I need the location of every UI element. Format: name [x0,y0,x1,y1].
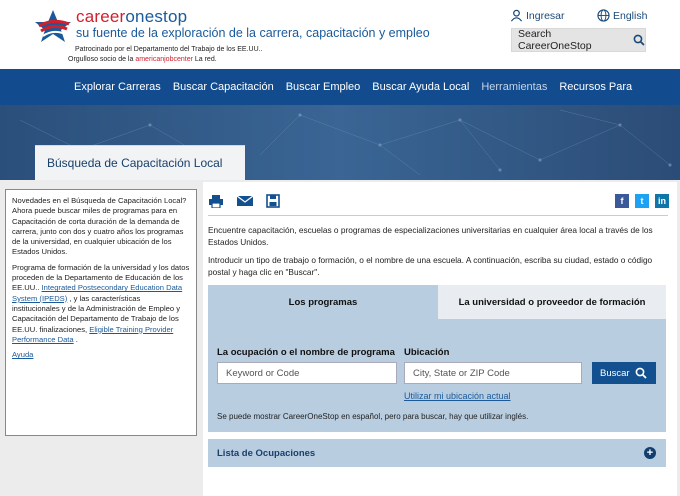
accordion-title: Lista de Ocupaciones [217,447,316,459]
search-icon [635,367,647,379]
intro-text: Encuentre capacitación, escuelas o programas de especializaciones universitarias en cualquier área local a través de los Estados Unidos. [208,225,653,247]
help-link[interactable]: Ayuda [12,350,34,360]
tab-school-provider[interactable]: La universidad o proveedor de formación [438,285,666,319]
main-nav [0,69,680,105]
language-note: Se puede mostrar CareerOneStop en español, pero para buscar, hay que utilizar inglés. [217,412,529,421]
search-submit-button[interactable]: Buscar [592,362,656,384]
star-logo-icon[interactable] [33,8,73,44]
location-input[interactable]: City, State or ZIP Code [404,362,582,384]
sidebar-sources: Programa de formación de la universidad y los datos proceden de la Departamento de Educación de los EE.UU.. Integrated Postsecondary Education Data System (IPEDS) , y las características institucionales y de la Administración de Empleo y Capacitación del Departamento de Trabajo de los EE.UU. finalizaciones, Eligible Training Provider Performance Data . [12,262,190,344]
tagline: su fuente de la exploración de la carrera, capacitación y empleo [76,26,430,40]
search-icon [633,34,645,46]
user-icon [510,9,523,22]
instructions-text: Introducir un tipo de trabajo o formación, o el nombre de una escuela. A continuación, escriba su ciudad, estado o código postal y haga clic en "Buscar". [208,255,653,277]
facebook-icon[interactable]: f [615,194,629,208]
ajc-logo: americanjobcenter [135,56,193,63]
twitter-icon[interactable]: t [635,194,649,208]
signin-link[interactable]: Ingresar [510,9,565,22]
main-content [203,182,677,496]
page-title: Búsqueda de Capacitación Local [35,145,245,180]
linkedin-icon[interactable]: in [655,194,669,208]
news-sidebar [5,189,197,436]
globe-icon [597,9,610,22]
occupation-list-accordion[interactable] [208,439,666,467]
brand-name[interactable]: careeronestop [76,7,188,26]
nav-recursos-para[interactable]: Recursos Para [559,81,633,93]
nav-buscar-capacitacion[interactable]: Buscar Capacitación [172,81,274,93]
site-search-button[interactable]: Search CareerOneStop [511,28,646,52]
site-header [0,0,680,69]
nav-herramientas[interactable]: Herramientas [481,81,548,93]
occupation-input[interactable]: Keyword or Code [217,362,397,384]
sidebar-intro: Novedades en el Búsqueda de Capacitación Local? Ahora puede buscar miles de programas para en Capacitación de corta duración de la demanda de carrera, junto con dos y cuatro años los programas de la universidad, en cualquier ubicación de los Estados Unidos. [12,196,187,257]
nav-explorar-carreras[interactable]: Explorar Carreras [74,81,161,93]
nav-buscar-ayuda-local[interactable]: Buscar Ayuda Local [372,81,470,93]
save-icon[interactable] [266,194,280,208]
language-link[interactable]: English [597,9,647,22]
use-current-location-link[interactable]: Utilizar mi ubicación actual [404,391,511,401]
tab-programs[interactable]: Los programas [208,285,438,319]
email-icon[interactable] [236,194,254,208]
nav-buscar-empleo[interactable]: Buscar Empleo [285,81,361,93]
sponsor-line: Patrocinado por el Departamento del Trabajo de los EE.UU.. [75,46,263,53]
search-panel [208,285,666,432]
social-links [615,194,669,208]
ipeds-link[interactable]: Integrated Postsecondary Education Data System (IPEDS) [12,283,183,303]
expand-plus-icon[interactable]: + [644,447,656,459]
location-label: Ubicación [404,347,450,358]
partner-line: Orgulloso socio de la americanjobcenter La red. [68,56,217,63]
etp-data-link[interactable]: Eligible Training Provider Performance Data [12,324,174,344]
occupation-label: La ocupación o el nombre de programa [217,347,395,358]
page-toolbar [208,194,280,208]
divider [208,215,668,216]
print-icon[interactable] [208,194,224,208]
